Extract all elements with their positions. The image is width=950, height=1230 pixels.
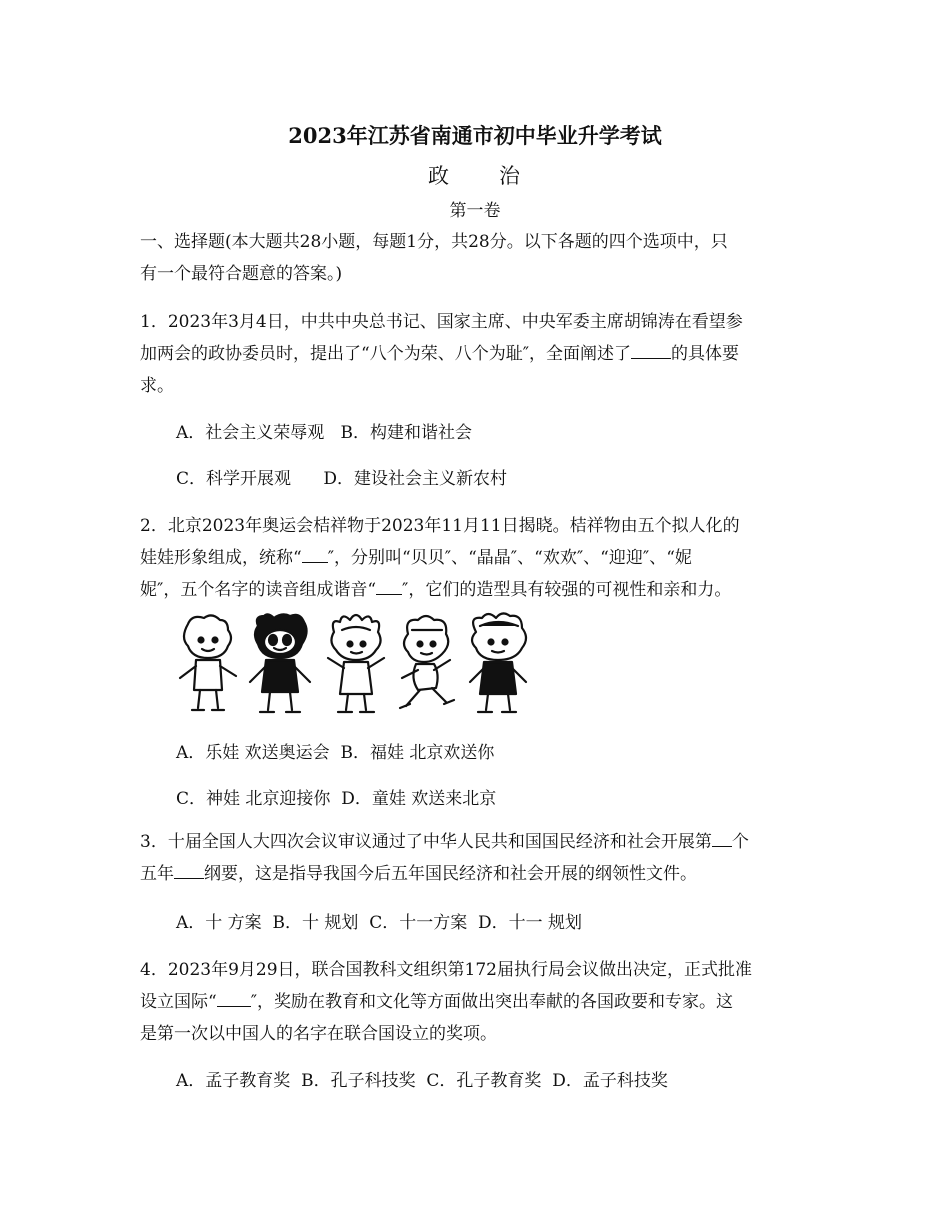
stem-line [140, 826, 810, 858]
question-1-options-c-d: C．科学开展观 D．建设社会主义新农村 [176, 469, 508, 489]
question-4-options: A．孟子教育奖 B．孔子科技奖 C．孔子教育奖 D．孟子科技奖 [176, 1071, 668, 1091]
answer-blank [174, 862, 204, 879]
answer-blank [376, 578, 402, 595]
olympic-mascots-image [170, 612, 540, 716]
stem-line: 是第一次以中国人的名字在联合国设立的奖项。 [140, 1024, 497, 1044]
stem-line: 1．2023年3月4日，中共中央总书记、国家主席、中央军委主席胡锦涛在看望参 [140, 312, 743, 332]
stem-line [140, 858, 810, 890]
stem-line [140, 986, 810, 1018]
volume-label: 第一卷 [449, 201, 501, 221]
mascot-beibei [180, 615, 236, 710]
question-3-stem [140, 826, 810, 890]
question-4-stem [140, 954, 810, 1050]
stem-line: 求。 [140, 376, 174, 396]
exam-title: 2023年江苏省南通市初中毕业升学考试 [288, 123, 662, 148]
answer-blank [631, 342, 671, 359]
stem-text: 加两会的政协委员时，提出了“八个为荣、八个为耻″，全面阐述了 [140, 344, 632, 364]
subject-char-1: 政 [428, 164, 451, 188]
question-2-stem [140, 510, 810, 606]
question-1-stem [140, 306, 810, 402]
question-1-options-a-b: A．社会主义荣辱观 B．构建和谐社会 [176, 423, 472, 443]
stem-line [140, 338, 810, 370]
stem-text: 3．十届全国人大四次会议审议通过了中华人民共和国国民经济和社会开展第 [140, 832, 712, 852]
stem-text: ″，分别叫“贝贝″、“晶晶″、“欢欢″、“迎迎″、“妮 [327, 548, 692, 568]
stem-text: 个 [731, 832, 749, 852]
stem-line: 2．北京2023年奥运会桔祥物于2023年11月11日揭晓。桔祥物由五个拟人化的 [140, 516, 740, 536]
mascot-jingjing [250, 614, 310, 712]
stem-text: 妮″，五个名字的读音组成谐音“ [140, 580, 377, 600]
section-heading [140, 226, 810, 290]
answer-blank [217, 990, 251, 1007]
answer-blank [712, 830, 732, 847]
stem-line: 4．2023年9月29日，联合国教科文组织第172届执行局会议做出决定，正式批准 [140, 960, 752, 980]
question-2-options-c-d: C．神娃 北京迎接你 D．童娃 欢送来北京 [176, 789, 497, 809]
stem-text: 纲要，这是指导我国今后五年国民经济和社会开展的纲领性文件。 [204, 864, 697, 884]
subject-char-2: 治 [499, 164, 522, 188]
stem-text: ″，奖励在教育和文化等方面做出突出奉献的各国政要和专家。这 [250, 992, 734, 1012]
section-heading-line: 有一个最符合题意的答案。) [140, 264, 343, 284]
question-3-options: A．十 方案 B．十 规划 C．十一方案 D．十一 规划 [176, 913, 583, 933]
stem-text: 娃娃形象组成，统称“ [140, 548, 302, 568]
stem-line [140, 542, 810, 574]
answer-blank [302, 546, 328, 563]
question-2-options-a-b: A．乐娃 欢送奥运会 B．福娃 北京欢送你 [176, 743, 495, 763]
stem-text: ″，它们的造型具有较强的可视性和亲和力。 [402, 580, 732, 600]
stem-text: 五年 [140, 864, 174, 884]
stem-text: 的具体要 [671, 344, 740, 364]
mascot-yingying [400, 616, 454, 708]
mascot-huanhuan [328, 615, 384, 712]
mascot-nini [470, 613, 526, 712]
section-heading-line: 一、选择题(本大题共28小题，每题1分，共28分。以下各题的四个选项中，只 [140, 232, 728, 252]
stem-text: 设立国际“ [140, 992, 217, 1012]
stem-line [140, 574, 810, 606]
exam-subject [0, 160, 950, 190]
